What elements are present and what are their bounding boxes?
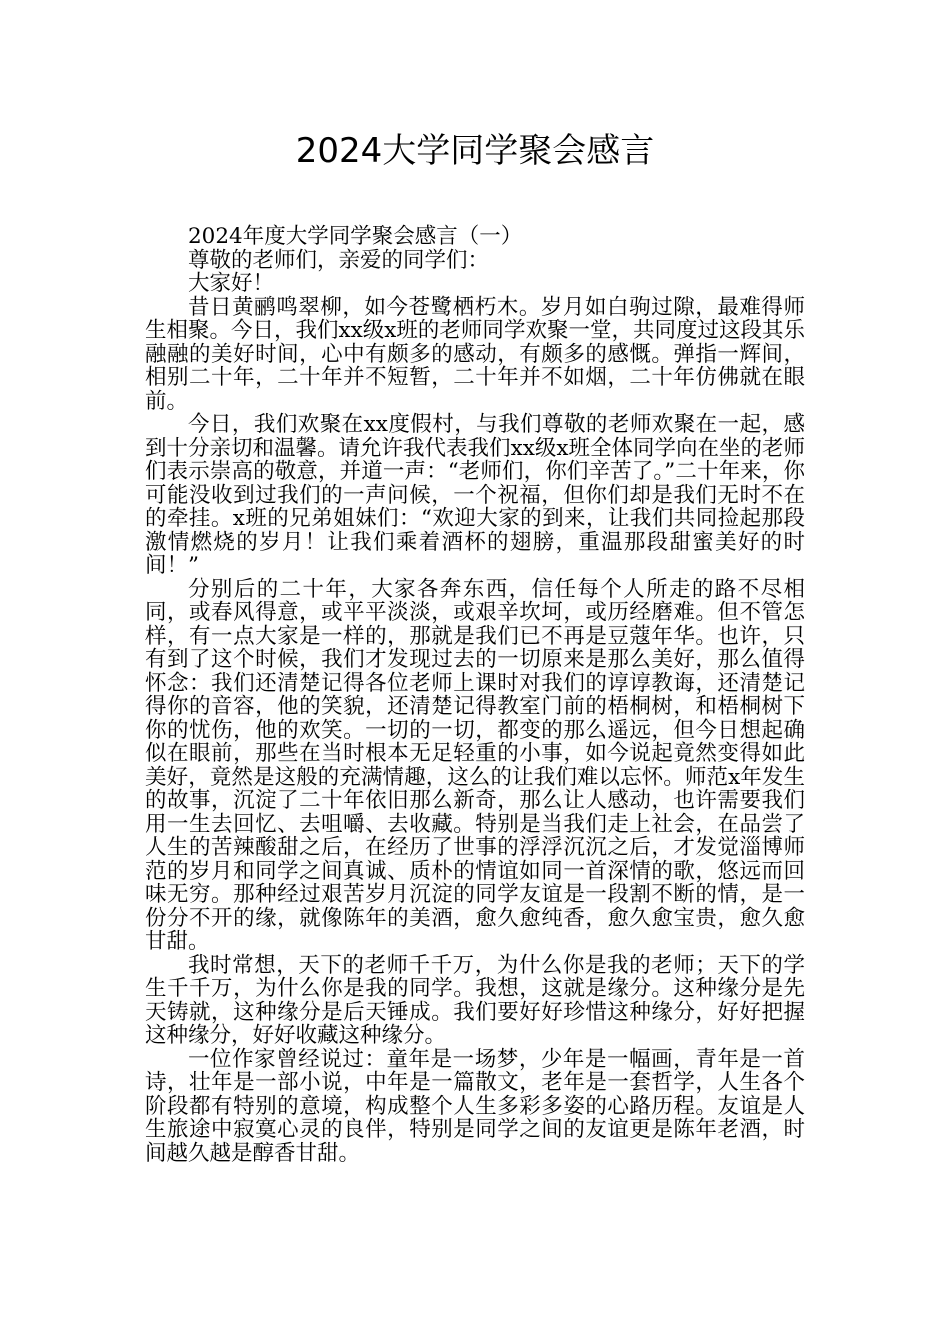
body-paragraph: 分别后的二十年，大家各奔东西，信任每个人所走的路不尽相同，或春风得意，或平平淡淡，或艰辛坎坷，或历经磨难。但不管怎样，有一点大家是一样的，那就是我们已不再是豆蔻年华。也许，只有到了这个时候，我们才发现过去的一切原来是那么美好，那么值得怀念：我们还清楚记得各位老师上课时对我们的谆谆教诲，还清楚记得你的音容，他的笑貌，还清楚记得教室门前的梧桐树，和梧桐树下你的忧伤，他的欢笑。一切的一切，都变的那么遥远，但今日想起确似在眼前，那些在当时根本无足轻重的小事，如今说起竟然变得如此美好，竟然是这般的充满情趣，这么的让我们难以忘怀。师范x年发生的故事，沉淀了二十年依旧那么新奇，那么让人感动，也许需要我们用一生去回忆、去咀嚼、去收藏。特别是当我们走上社会，在品尝了人生的苦辣酸甜之后，在经历了世事的浮浮沉沉之后，才发觉淄博师范的岁月和同学之间真诚、质朴的情谊如同一首深情的歌，悠远而回味无穷。那种经过艰苦岁月沉淀的同学友谊是一段割不断的情，是一份分不开的缘，就像陈年的美酒，愈久愈纯香，愈久愈宝贵，愈久愈甘甜。 [145,576,805,954]
document-page [145,0,805,1344]
subtitle-paragraph: 2024年度大学同学聚会感言（一） [188,224,523,249]
body-paragraph: 今日，我们欢聚在xx度假村，与我们尊敬的老师欢聚在一起，感到十分亲切和温馨。请允许我代表我们xx级x班全体同学向在坐的老师们表示崇高的敬意，并道一声：“老师们，你们辛苦了。”二十年来，你可能没收到过我们的一声问候，一个祝福，但你们却是我们无时不在的牵挂。x班的兄弟姐妹们：“欢迎大家的到来，让我们共同捡起那段激情燃烧的岁月！让我们乘着酒杯的翅膀，重温那段甜蜜美好的时间！” [145,412,805,578]
document-title: 2024大学同学聚会感言 [295,131,655,171]
body-paragraph: 我时常想，天下的老师千千万，为什么你是我的老师；天下的学生千千万，为什么你是我的同学。我想，这就是缘分。这种缘分是先天铸就，这种缘分是后天锤成。我们要好好珍惜这种缘分，好好把握这种缘分，好好收藏这种缘分。 [145,952,805,1048]
body-paragraph: 昔日黄鹂鸣翠柳，如今苍鹭栖朽木。岁月如白驹过隙，最难得师生相聚。今日，我们xx级x班的老师同学欢聚一堂，共同度过这段其乐融融的美好时间，心中有颇多的感动，有颇多的感慨。弹指一辉间，相别二十年，二十年并不短暂，二十年并不如烟，二十年仿佛就在眼前。 [145,294,805,414]
salutation-paragraph: 尊敬的老师们，亲爱的同学们： [188,247,490,273]
document-body [145,225,805,1165]
greeting-paragraph: 大家好！ [188,271,275,296]
body-paragraph: 一位作家曾经说过：童年是一场梦，少年是一幅画，青年是一首诗，壮年是一部小说，中年是一篇散文，老年是一套哲学，人生各个阶段都有特别的意境，构成整个人生多彩多姿的心路历程。友谊是人生旅途中寂寞心灵的良伴，特别是同学之间的友谊更是陈年老酒，时间越久越是醇香甘甜。 [145,1046,805,1166]
